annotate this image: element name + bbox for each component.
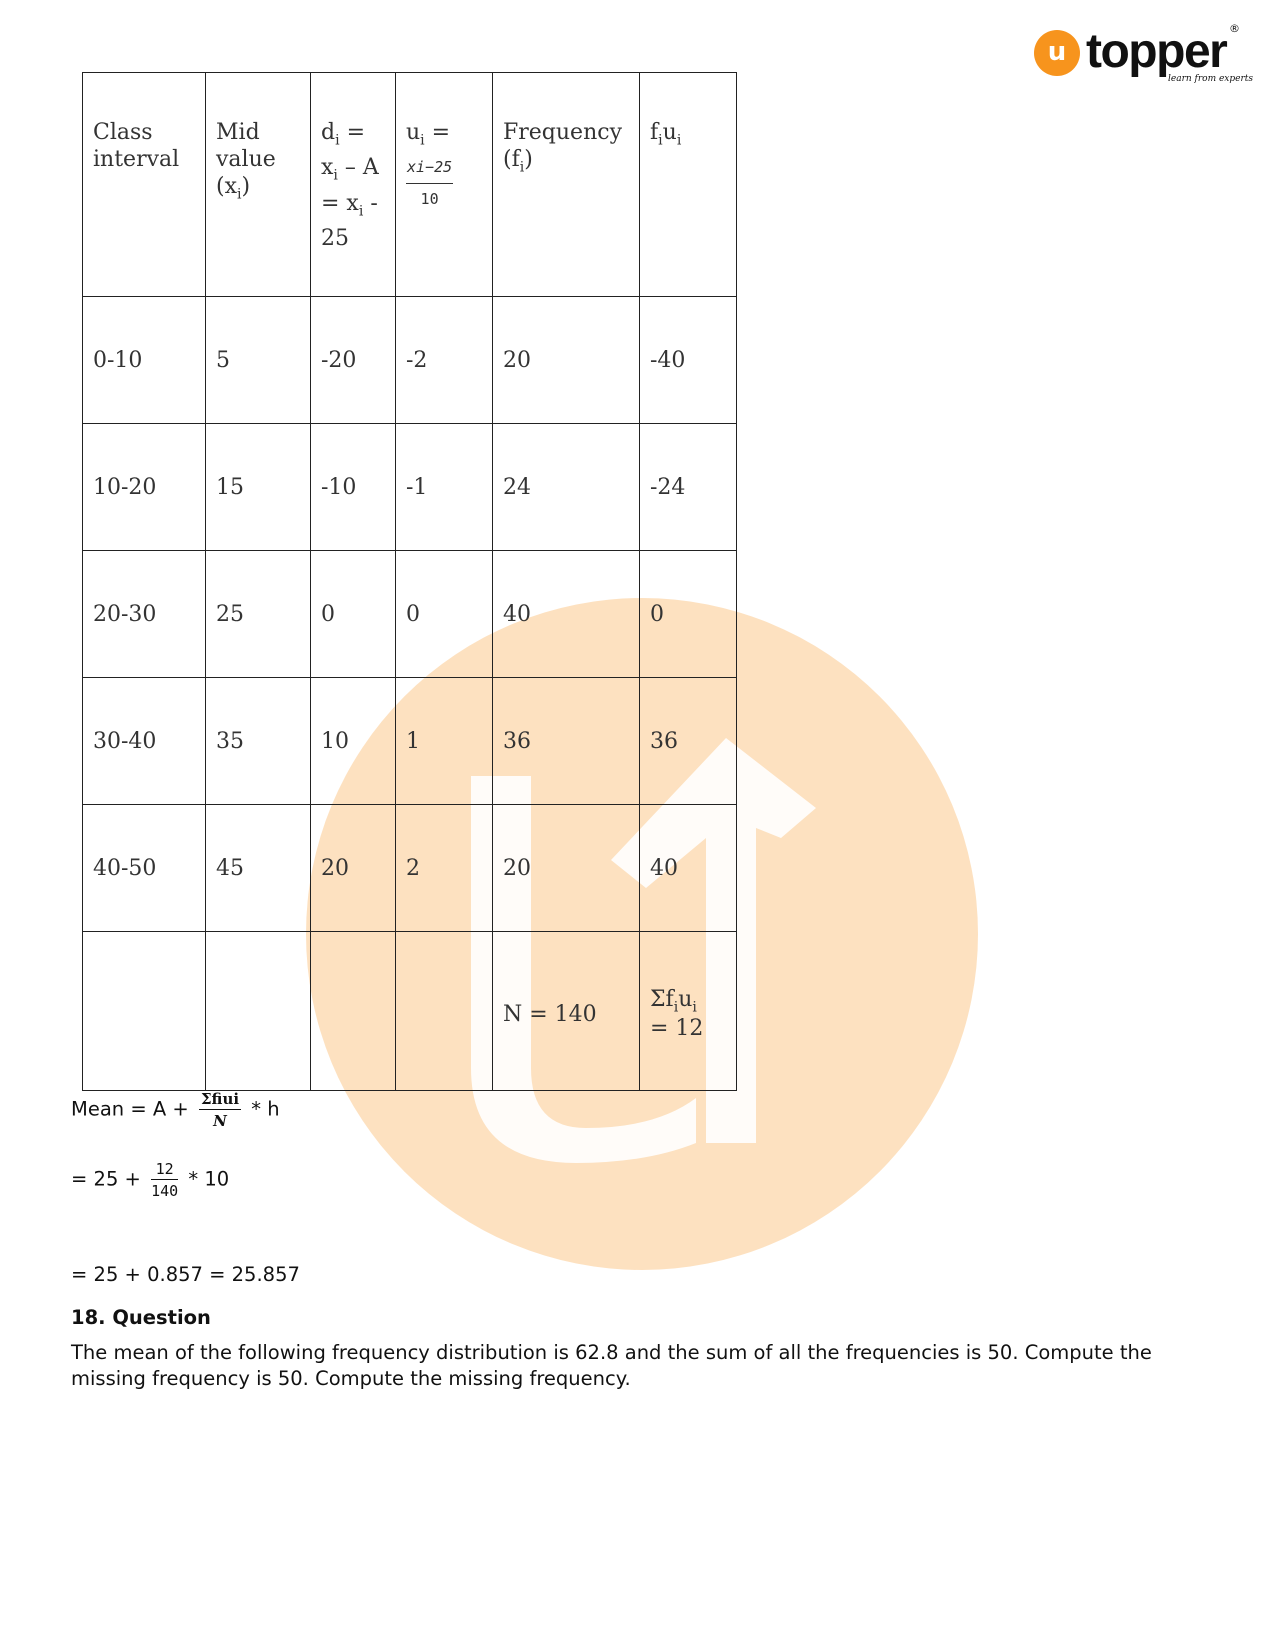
cell-u: 2 [396,805,493,932]
table-row [83,424,737,551]
logo-tagline: learn from experts [1168,74,1254,84]
table-header-row [83,73,737,297]
cell-total-fu: $\Sigma f_iu_i$ = 12 [640,932,737,1091]
header-step-deviation: $u_i$ = $\frac{xi-25}{10}$ [396,73,493,297]
mean-formula: Mean = A + Σfiui N * h [71,1090,280,1130]
cell-f: 20 [493,297,640,424]
cell-u: -2 [396,297,493,424]
cell-class-interval: 40-50 [83,805,206,932]
cell-mid: 15 [206,424,311,551]
cell-f: 40 [493,551,640,678]
cell-f: 20 [493,805,640,932]
cell-class-interval: 10-20 [83,424,206,551]
grouped-data-table [82,72,737,1091]
cell-u: 1 [396,678,493,805]
question-text: The mean of the following frequency distribution is 62.8 and the sum of all the frequencies is 50. Compute the missing frequency is 50. Compute the missing frequency. [71,1341,1152,1390]
table-row [83,551,737,678]
cell-class-interval: 0-10 [83,297,206,424]
cell-empty [83,932,206,1091]
mean-fraction: Σfiui N [200,1090,240,1130]
cell-fu: 36 [640,678,737,805]
cell-mid: 25 [206,551,311,678]
cell-fu: 0 [640,551,737,678]
cell-empty [206,932,311,1091]
cell-mid: 5 [206,297,311,424]
cell-class-interval: 20-30 [83,551,206,678]
registered-mark: ® [1229,22,1240,35]
cell-empty [311,932,396,1091]
cell-class-interval: 30-40 [83,678,206,805]
cell-u: 0 [396,551,493,678]
header-class-interval: Class interval [83,73,206,297]
cell-d: 0 [311,551,396,678]
header-mid-value: Mid value $(x_i)$ [206,73,311,297]
header-deviation: $d_i$ = $x_i$ – A = $x_i$ - 25 [311,73,396,297]
table-totals-row [83,932,737,1091]
cell-d: 20 [311,805,396,932]
table-row [83,678,737,805]
cell-f: 36 [493,678,640,805]
cell-fu: 40 [640,805,737,932]
question-title: 18. Question [71,1306,211,1329]
cell-mid: 35 [206,678,311,805]
mean-step-1: = 25 + $\frac{12}{140}$ * 10 [71,1160,230,1200]
topper-logo[interactable] [1034,22,1254,92]
cell-u: -1 [396,424,493,551]
header-frequency: Frequency $(f_i)$ [493,73,640,297]
cell-d: 10 [311,678,396,805]
cell-mid: 45 [206,805,311,932]
cell-empty [396,932,493,1091]
mean-step-2: = 25 + 0.857 = 25.857 [71,1263,300,1286]
table-row [83,805,737,932]
cell-total-frequency: N = 140 [493,932,640,1091]
step1-fraction: $\frac{12}{140}$ [151,1160,179,1200]
logo-text: topper [1086,25,1227,78]
header-fu: $f_iu_i$ [640,73,737,297]
cell-d: -10 [311,424,396,551]
table-row [83,297,737,424]
u-formula-fraction: $\frac{xi-25}{10}$ [406,154,453,213]
cell-f: 24 [493,424,640,551]
cell-fu: -24 [640,424,737,551]
cell-d: -20 [311,297,396,424]
logo-mark-icon: u [1034,30,1080,76]
cell-fu: -40 [640,297,737,424]
